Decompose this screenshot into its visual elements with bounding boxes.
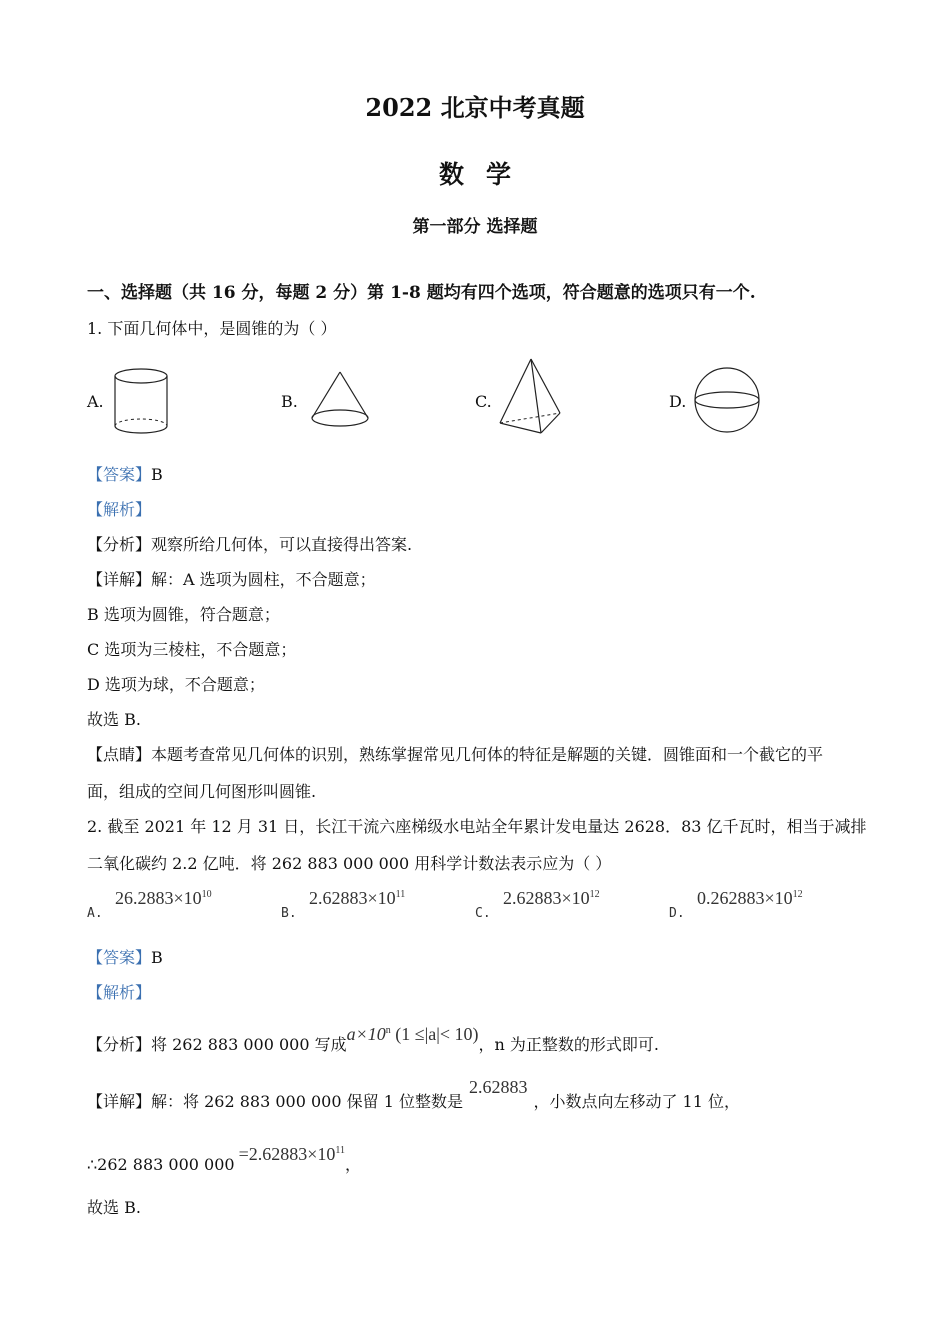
cone-figure [308, 368, 372, 432]
q2-stem-2: 二氧化碳约 2.2 亿吨．将 262 883 000 000 用科学计数法表示应为（ ） [87, 854, 612, 873]
option-math: 0.262883×10 [697, 888, 793, 908]
q1-analysis-tag: 【解析】 [87, 500, 152, 519]
xiangjie-tag: 【详解】 [87, 1092, 152, 1111]
option-label: C. [475, 906, 491, 921]
q2-option-d [669, 902, 685, 921]
q2-stem-1: 2. 截至 2021 年 12 月 31 日，长江干流六座梯级水电站全年累计发电量达 2628．83 亿千瓦时，相当于减排 [87, 817, 867, 836]
q2-therefore [87, 1144, 362, 1176]
pyramid-figure [497, 355, 565, 437]
therefore-post: ， [345, 1155, 362, 1174]
xiangjie-math: 2.62883 [468, 1077, 528, 1097]
section-heading: 一、选择题（共 16 分，每题 2 分）第 1-8 题均有四个选项，符合题意的选项只有一个. [87, 283, 756, 303]
q2-option-c [475, 902, 491, 921]
therefore-math [235, 1144, 345, 1164]
fenxi-tag: 【分析】 [87, 1035, 152, 1054]
q2-xiangjie [87, 1077, 741, 1113]
dianjing-text: 本题考查常见几何体的识别，熟练掌握常见几何体的特征是解题的关键．圆锥面和一个截它的平 [151, 745, 824, 764]
q2-answer [87, 947, 163, 969]
answer-tag: 【答案】 [87, 948, 152, 967]
fenxi-math-cond: (1 ≤|a|< 10) [395, 1024, 479, 1044]
answer-tag: 【答案】 [87, 465, 152, 484]
q2-option-b [281, 902, 297, 921]
q2-option-b-math [309, 888, 405, 909]
option-math: 2.62883×10 [309, 888, 396, 908]
q1-line-b: B 选项为圆锥，符合题意； [87, 605, 280, 624]
therefore-math-exp: 11 [335, 1145, 346, 1156]
subject-title: 数学 [438, 160, 533, 189]
q2-conclude: 故选 B. [87, 1198, 141, 1217]
part-title: 第一部分 选择题 [412, 217, 538, 237]
q2-option-c-math [503, 888, 600, 909]
option-exp: 12 [792, 889, 803, 900]
fenxi-tag: 【分析】 [87, 535, 152, 554]
answer-value: B [151, 948, 163, 967]
q1-option-c-label: C. [475, 392, 492, 411]
option-label: B. [281, 906, 297, 921]
option-math: 2.62883×10 [503, 888, 590, 908]
cylinder-figure [110, 366, 172, 438]
q1-xiangjie [87, 569, 376, 591]
fenxi-text: 观察所给几何体，可以直接得出答案. [151, 535, 413, 554]
q1-option-b-label: B. [281, 392, 298, 411]
fenxi-math-exp: n [385, 1025, 391, 1036]
fenxi-text: 将 262 883 000 000 写成 [151, 1035, 347, 1054]
q2-analysis-tag: 【解析】 [87, 983, 152, 1002]
q1-option-a-label: A. [87, 392, 104, 411]
q1-stem: 1. 下面几何体中，是圆锥的为（ ） [87, 319, 337, 338]
q1-dianjing-2: 面，组成的空间几何图形叫圆锥. [87, 782, 317, 801]
answer-value: B [151, 465, 163, 484]
therefore-text: ∴262 883 000 000 [87, 1155, 235, 1174]
sphere-figure [692, 364, 764, 436]
option-label: D. [669, 906, 685, 921]
xiangjie-post: ，小数点向左移动了 11 位， [533, 1092, 741, 1111]
option-label: A. [87, 906, 103, 921]
option-exp: 11 [395, 889, 406, 900]
q1-line-d: D 选项为球，不合题意； [87, 675, 265, 694]
q2-option-d-math [697, 888, 803, 909]
therefore-math-base: =2.62883×10 [238, 1144, 336, 1164]
q1-answer [87, 464, 163, 486]
xiangjie-text: 解：将 262 883 000 000 保留 1 位整数是 [151, 1092, 463, 1111]
fenxi-math-base: a×10 [346, 1024, 386, 1044]
page-title: 2022 北京中考真题 [365, 93, 585, 122]
option-math: 26.2883×10 [115, 888, 202, 908]
q2-fenxi [87, 1024, 659, 1056]
fenxi-post: ，n 为正整数的形式即可. [478, 1035, 659, 1054]
xiangjie-text: 解：A 选项为圆柱，不合题意； [151, 570, 376, 589]
option-exp: 10 [201, 889, 212, 900]
dianjing-tag: 【点睛】 [87, 745, 152, 764]
q1-conclude: 故选 B. [87, 710, 141, 729]
q1-fenxi [87, 534, 412, 556]
q2-option-a [87, 902, 103, 921]
option-exp: 12 [589, 889, 600, 900]
q1-option-d-label: D. [669, 392, 687, 411]
fenxi-math [347, 1024, 479, 1044]
q1-dianjing-1 [87, 744, 823, 766]
q1-line-c: C 选项为三棱柱，不合题意； [87, 640, 297, 659]
xiangjie-tag: 【详解】 [87, 570, 152, 589]
q2-option-a-math [115, 888, 212, 909]
